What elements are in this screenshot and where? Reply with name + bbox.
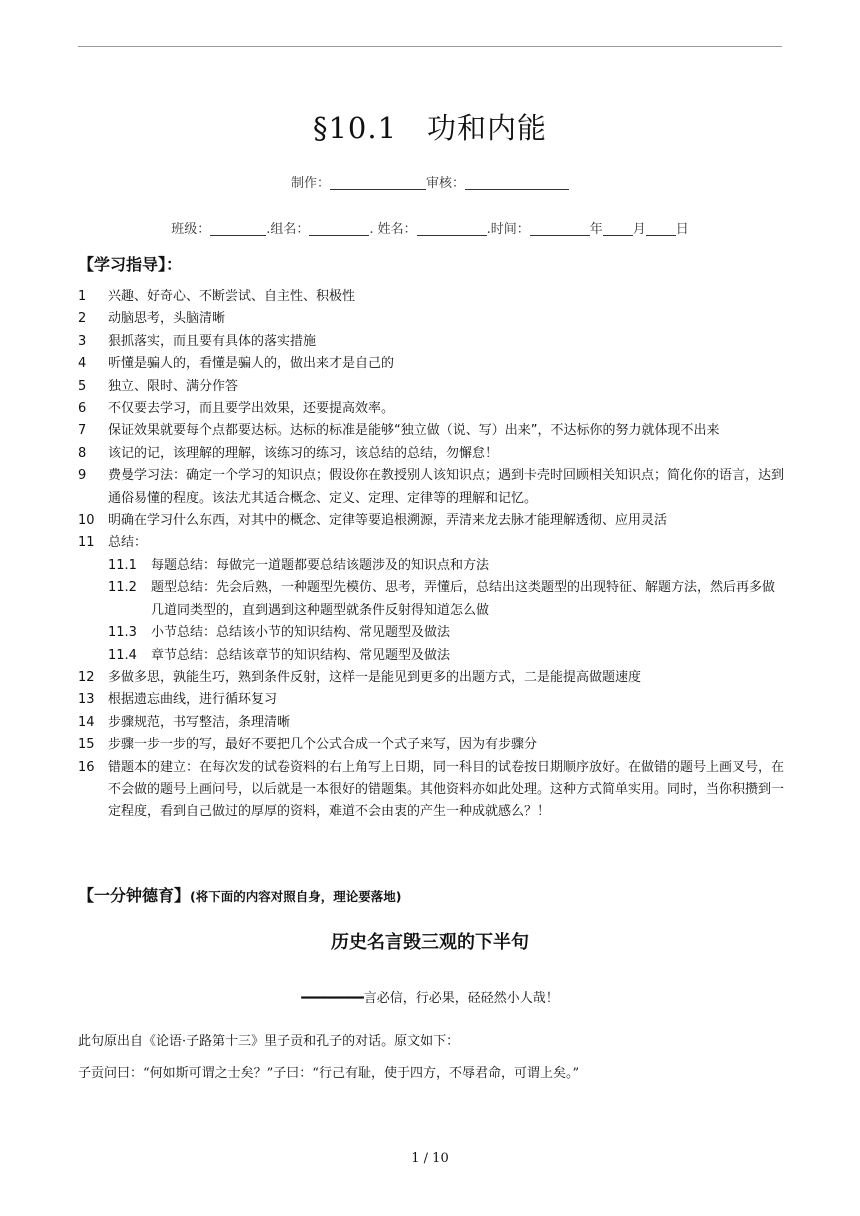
item-text: 独立、限时、满分作答: [108, 378, 239, 394]
page-number: 1 / 10: [411, 1151, 449, 1166]
subitem-number: 11.3: [108, 625, 137, 641]
item-text: 听懂是骗人的，看懂是骗人的，做出来才是自己的: [108, 356, 395, 372]
list-item: [78, 712, 786, 734]
sub-list-item: [78, 645, 786, 667]
item-number: 5: [78, 378, 87, 394]
subitem-text: 小节总结：总结该小节的知识结构、常见题型及做法: [151, 625, 451, 641]
list-item: [78, 420, 786, 442]
month-blank: [603, 221, 633, 236]
list-item: [78, 510, 786, 532]
author-line: [0, 172, 860, 191]
list-item: [78, 443, 786, 465]
item-number: 9: [78, 468, 87, 484]
list-item: [78, 331, 786, 353]
study-guide-list: [78, 286, 786, 824]
item-text: 多做多思，孰能生巧，熟到条件反射，这样一是能见到更多的出题方式，二是能提高做题速度: [108, 669, 642, 685]
subitem-text: 章节总结：总结该章节的知识结构、常见题型及做法: [151, 647, 451, 663]
list-item: [78, 376, 786, 398]
maker-blank: [330, 175, 426, 190]
list-item: [78, 398, 786, 420]
item-text: 该记的记，该理解的理解，该练习的练习，该总结的总结，勿懈怠！: [108, 445, 499, 461]
year-label: 年: [589, 222, 603, 237]
item-text: 狠抓落实，而且要有具体的落实措施: [108, 333, 317, 349]
item-number: 11: [78, 535, 95, 551]
list-item: [78, 734, 786, 756]
student-info-line: [0, 218, 860, 237]
group-label: .组名：: [266, 222, 310, 237]
study-guide-heading: 【学习指导】：: [78, 255, 183, 274]
subitem-number: 11.1: [108, 557, 137, 573]
item-number: 6: [78, 401, 87, 417]
item-number: 12: [78, 669, 95, 685]
subitem-number: 11.4: [108, 647, 137, 663]
list-item: [78, 689, 786, 711]
name-label: . 姓名：: [369, 222, 417, 237]
time-label: .时间：: [486, 222, 530, 237]
moral-heading-note: (将下面的内容对照自身，理论要落地): [190, 889, 402, 904]
item-number: 7: [78, 423, 87, 439]
subitem-text: 题型总结：先会后熟，一种题型先模仿、思考，弄懂后，总结出这类题型的出现特征、解题方法，然后再多做几道同类型的，直到遇到这种题型就条件反射得知道怎么做: [151, 580, 776, 618]
item-number: 14: [78, 714, 95, 730]
item-text: 保证效果就要每个点都要达标。达标的标准是能够“独立做（说、写）出来”，不达标你的努力就体现不出来: [108, 423, 720, 439]
paragraph-source: 此句原出自《论语·子路第十三》里子贡和孔子的对话。原文如下：: [78, 1034, 460, 1049]
class-label: 班级：: [171, 222, 211, 237]
list-item: [78, 532, 786, 554]
list-item: [78, 465, 786, 510]
moral-title: 历史名言毁三观的下半句: [331, 932, 529, 953]
item-number: 4: [78, 356, 87, 372]
item-text: 错题本的建立：在每次发的试卷资料的右上角写上日期，同一科目的试卷按日期顺序放好。在做错的题号上画叉号，在不会做的题号上画问号，以后就是一本很好的错题集。其他资料亦如此处理。这种方式简单实用。同时，当你积攒到一定程度，看到自己做过的厚厚的资料，难道不会由衷的产生一种成就感么？！: [108, 759, 785, 820]
list-item: [78, 286, 786, 308]
maker-label: 制作：: [290, 176, 330, 191]
sub-list-item: [78, 555, 786, 577]
month-label: 月: [632, 222, 646, 237]
item-number: 13: [78, 692, 95, 708]
reviewer-label: 审核：: [426, 176, 466, 191]
subitem-number: 11.2: [108, 580, 137, 596]
item-number: 3: [78, 333, 87, 349]
item-number: 10: [78, 513, 95, 529]
item-text: 根据遗忘曲线，进行循环复习: [108, 692, 278, 708]
sub-list-item: [78, 577, 786, 622]
item-text: 不仅要去学习，而且要学出效果，还要提高效率。: [108, 401, 395, 417]
group-blank: [309, 221, 369, 236]
document-title: §10.1 功和内能: [312, 111, 548, 145]
item-number: 8: [78, 445, 87, 461]
item-text: 步骤规范，书写整洁，条理清晰: [108, 714, 291, 730]
item-number: 2: [78, 311, 87, 327]
list-item: [78, 667, 786, 689]
moral-heading: [78, 883, 401, 906]
list-item: [78, 353, 786, 375]
subitem-text: 每题总结：每做完一道题都要总结该题涉及的知识点和方法: [151, 557, 490, 573]
item-text: 步骤一步一步的写，最好不要把几个公式合成一个式子来写，因为有步骤分: [108, 737, 538, 753]
paragraph-dialogue: 子贡问曰：“何如斯可谓之士矣？”子曰：“行己有耻，使于四方，不辱君命，可谓上矣。”: [78, 1066, 580, 1081]
item-text: 兴趣、好奇心、不断尝试、自主性、积极性: [108, 289, 356, 304]
name-blank: [417, 221, 487, 236]
quote-line: ━━━━━━━━言必信，行必果，硁硁然小人哉！: [301, 991, 559, 1006]
list-item: [78, 308, 786, 330]
item-number: 15: [78, 737, 95, 753]
item-text: 费曼学习法：确定一个学习的知识点；假设你在教授别人该知识点；遇到卡壳时回顾相关知识点；简化你的语言，达到通俗易懂的程度。该法尤其适合概念、定义、定理、定律等的理解和记忆。: [108, 468, 785, 506]
day-blank: [646, 221, 676, 236]
reviewer-blank: [465, 175, 569, 190]
item-number: 16: [78, 759, 95, 775]
class-blank: [210, 221, 266, 236]
header-rule: [78, 46, 782, 47]
item-text: 总结：: [108, 535, 148, 551]
list-item: [78, 757, 786, 824]
item-text: 明确在学习什么东西，对其中的概念、定律等要追根溯源，弄清来龙去脉才能理解透彻、应用灵活: [108, 513, 668, 529]
item-text: 动脑思考，头脑清晰: [108, 311, 226, 327]
moral-heading-label: 【一分钟德育】: [78, 886, 191, 905]
year-blank: [530, 221, 590, 236]
item-number: 1: [78, 289, 87, 304]
sub-list-item: [78, 622, 786, 644]
day-label: 日: [675, 222, 689, 237]
